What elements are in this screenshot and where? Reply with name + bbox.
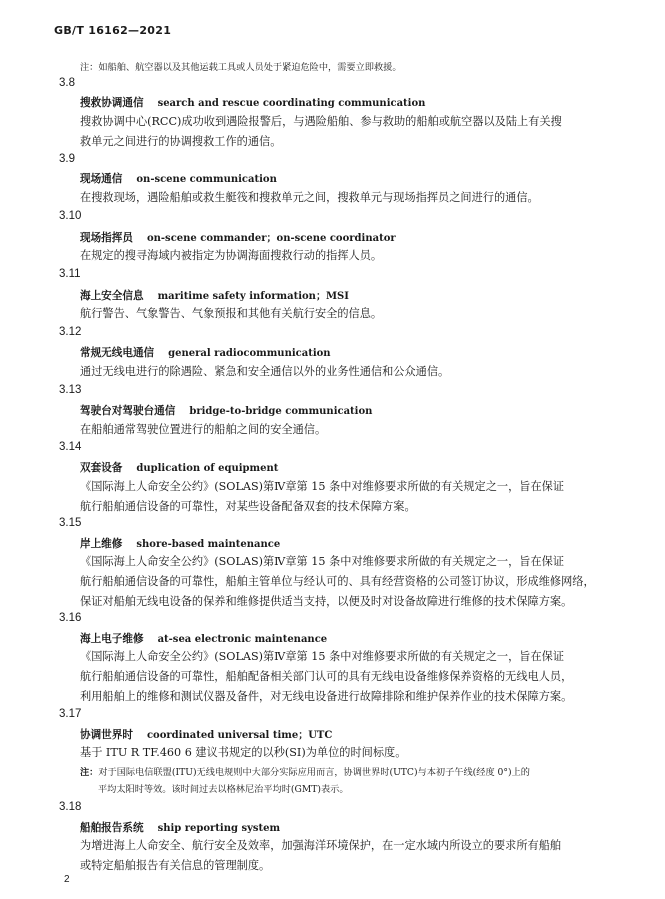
definition: [80, 112, 620, 152]
term-cn: 岸上维修: [80, 538, 123, 550]
term-cn: 常规无线电通信: [80, 347, 155, 359]
term-en: maritime safety information；MSI: [157, 291, 349, 302]
term-en: shore-based maintenance: [136, 539, 281, 550]
term-cn: 船舶报告系统: [80, 822, 144, 834]
definition: [80, 188, 620, 208]
term-cn: 现场通信: [80, 173, 123, 185]
term-heading: [80, 820, 280, 835]
entry-number: 3.15: [59, 517, 82, 529]
definition: [80, 477, 620, 517]
definition: [80, 743, 620, 763]
top-note: 注：如船舶、航空器以及其他运载工具或人员处于紧迫危险中，需要立即救援。: [80, 62, 402, 73]
entry-number: 3.10: [59, 210, 82, 222]
definition-line: 救单元之间进行的协调搜救工作的通信。: [80, 135, 282, 148]
definition-line: 保证对船舶无线电设备的保养和维修提供适当支持，以便及时对设备故障进行维修的技术保障方案。: [80, 595, 573, 608]
entry-number: 3.11: [59, 268, 81, 280]
definition-line: 利用船舶上的维修和测试仪器及备件，对无线电设备进行故障排除和维护保养作业的技术保障方案。: [80, 690, 573, 703]
term-heading: [80, 536, 280, 551]
definition-line: 在船舶通常驾驶位置进行的船舶之间的安全通信。: [80, 423, 327, 436]
definition-line: 航行警告、气象警告、气象预报和其他有关航行安全的信息。: [80, 307, 383, 320]
entry-number: 3.14: [59, 441, 82, 453]
definition-line: 或特定船舶报告有关信息的管理制度。: [80, 859, 271, 872]
term-en: general radiocommunication: [168, 348, 331, 359]
note: [80, 764, 620, 798]
definition-line: 在规定的搜寻海域内被指定为协调海面搜救行动的指挥人员。: [80, 249, 383, 262]
definition: [80, 362, 620, 382]
term-en: duplication of equipment: [136, 463, 279, 474]
term-en: on-scene commander；on-scene coordinator: [146, 233, 396, 244]
definition-line: 《国际海上人命安全公约》(SOLAS)第Ⅳ章第 15 条中对维修要求所做的有关规定之一，旨在保证: [80, 480, 565, 493]
note-line: 对于国际电信联盟(ITU)无线电规则中大部分实际应用而言，协调世界时(UTC)与本初子午线(经度 0°)上的: [98, 767, 530, 778]
definition-line: 通过无线电进行的除遇险、紧急和安全通信以外的业务性通信和公众通信。: [80, 365, 450, 378]
term-cn: 驾驶台对驾驶台通信: [80, 405, 176, 417]
standard-code-header: GB/T 16162—2021: [54, 24, 172, 37]
term-heading: [80, 95, 425, 110]
term-heading: [80, 345, 331, 360]
entry-number: 3.13: [59, 384, 82, 396]
definition: [80, 246, 620, 266]
definition-line: 基于 ITU R TF.460 6 建议书规定的以秒(SI)为单位的时间标度。: [80, 746, 407, 759]
note-label: 注：: [80, 767, 99, 778]
term-en: search and rescue coordinating communication: [157, 98, 426, 109]
definition-line: 航行船舶通信设备的可靠性，船舶主管单位与经认可的、具有经营资格的公司签订协议，形成维修网络，: [80, 575, 595, 588]
term-cn: 海上安全信息: [80, 290, 144, 302]
entry-number: 3.16: [59, 612, 82, 624]
definition-line: 航行船舶通信设备的可靠性，船舶配备相关部门认可的具有无线电设备维修保养资格的无线电人员，: [80, 670, 573, 683]
definition-line: 《国际海上人命安全公约》(SOLAS)第Ⅳ章第 15 条中对维修要求所做的有关规定之一，旨在保证: [80, 650, 565, 663]
term-heading: [80, 460, 278, 475]
entry-number: 3.9: [59, 153, 75, 165]
term-en: at-sea electronic maintenance: [157, 634, 328, 645]
definition-line: 为增进海上人命安全、航行安全及效率，加强海洋环境保护，在一定水域内所设立的要求所有船舶: [80, 839, 562, 852]
term-en: coordinated universal time；UTC: [146, 730, 333, 741]
definition: [80, 836, 620, 876]
definition: [80, 552, 620, 612]
entry-number: 3.18: [59, 801, 82, 813]
definition: [80, 304, 620, 324]
term-en: bridge-to-bridge communication: [189, 406, 373, 417]
term-heading: [80, 287, 349, 303]
entry-number: 3.12: [59, 326, 82, 338]
definition: [80, 420, 620, 440]
term-cn: 双套设备: [80, 462, 123, 474]
term-heading: [80, 726, 332, 742]
term-cn: 海上电子维修: [80, 633, 144, 645]
definition: [80, 647, 620, 707]
term-heading: [80, 171, 277, 186]
term-cn: 现场指挥员: [80, 232, 133, 244]
term-heading: [80, 403, 372, 418]
definition-line: 在搜救现场，遇险船舶或救生艇筏和搜救单元之间，搜救单元与现场指挥员之间进行的通信。: [80, 191, 539, 204]
definition-line: 搜救协调中心(RCC)成功收到遇险报警后，与遇险船舶、参与救助的船舶或航空器以及陆上有关搜: [80, 115, 562, 128]
term-en: ship reporting system: [157, 823, 281, 834]
term-cn: 协调世界时: [80, 729, 133, 741]
note-line: 平均太阳时等效。该时间过去以格林尼治平均时(GMT)表示。: [98, 784, 349, 795]
entry-number: 3.8: [59, 77, 75, 89]
definition-line: 《国际海上人命安全公约》(SOLAS)第Ⅳ章第 15 条中对维修要求所做的有关规定之一，旨在保证: [80, 555, 565, 568]
term-en: on-scene communication: [136, 174, 277, 185]
entry-number: 3.17: [59, 708, 82, 720]
definition-line: 航行船舶通信设备的可靠性，对某些设备配备双套的技术保障方案。: [80, 500, 416, 513]
term-cn: 搜救协调通信: [80, 97, 144, 109]
term-heading: [80, 631, 327, 646]
page-number: 2: [64, 874, 70, 885]
term-heading: [80, 229, 396, 245]
